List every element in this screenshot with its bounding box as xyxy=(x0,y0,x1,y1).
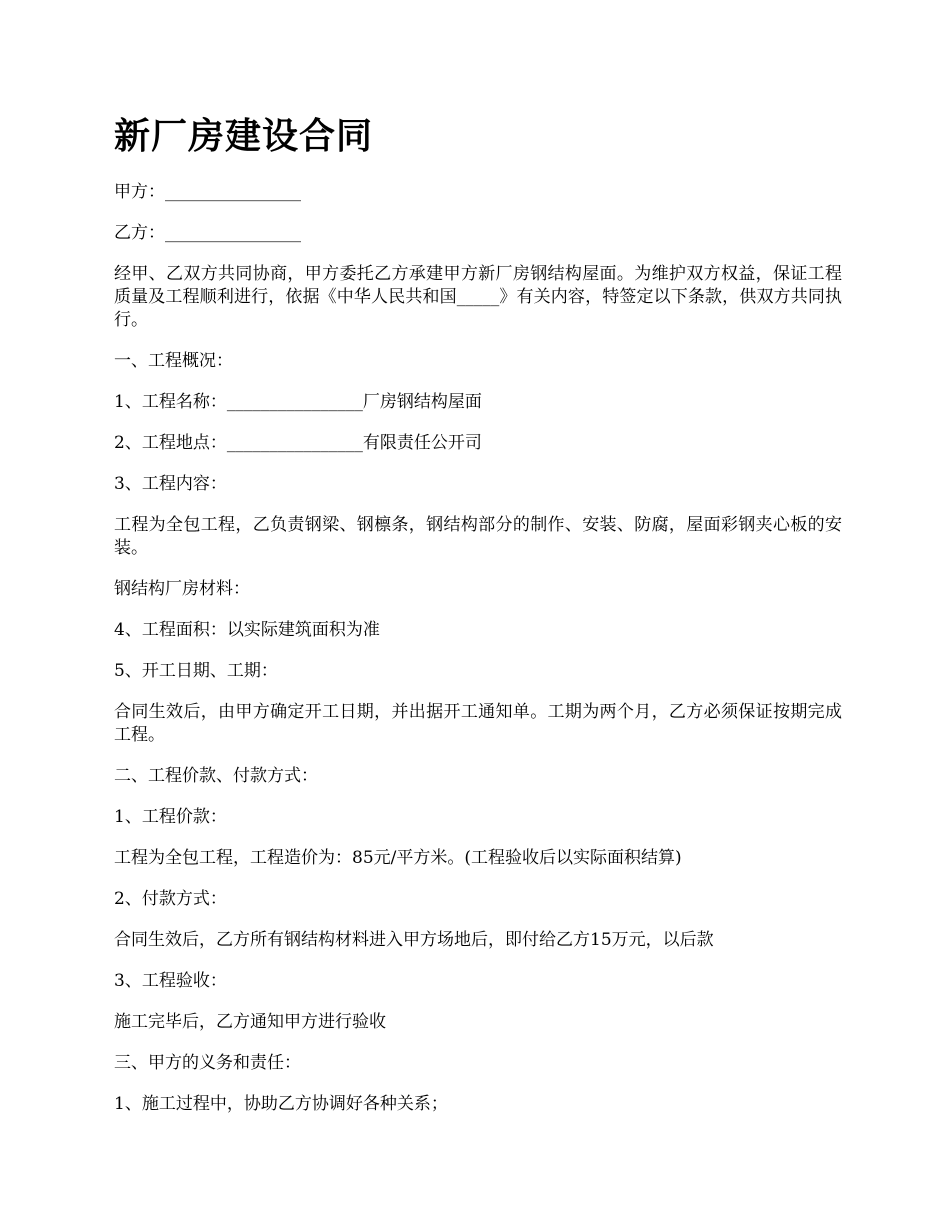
acceptance-paragraph: 施工完毕后，乙方通知甲方进行验收 xyxy=(114,1012,386,1032)
preamble-paragraph: 经甲、乙双方共同协商，甲方委托乙方承建甲方新厂房钢结构屋面。为维护双方权益，保证工程质量及工程顺利进行，依据《中华人民共和国_____》有关内容，特签定以下条款，供双方共同执行。 xyxy=(114,264,842,330)
section-heading-overview: 一、工程概况： xyxy=(114,351,233,371)
clause-start-date-heading: 5、开工日期、工期： xyxy=(114,661,278,681)
clause-payment-heading: 2、付款方式： xyxy=(114,889,227,909)
clause-acceptance-heading: 3、工程验收： xyxy=(114,971,227,991)
section-heading-party-a-duties: 三、甲方的义务和责任： xyxy=(114,1053,301,1073)
party-b-line: 乙方：________________ xyxy=(114,223,301,243)
payment-paragraph: 合同生效后，乙方所有钢结构材料进入甲方场地后，即付给乙方15万元，以后款 xyxy=(114,930,714,950)
document-page xyxy=(114,112,842,1134)
clause-project-area: 4、工程面积：以实际建筑面积为准 xyxy=(114,620,380,640)
party-a-duty-1: 1、施工过程中，协助乙方协调好各种关系； xyxy=(114,1094,448,1114)
start-date-paragraph: 合同生效后，由甲方确定开工日期，并出据开工通知单。工期为两个月，乙方必须保证按期完成工程。 xyxy=(114,702,842,745)
clause-price-heading: 1、工程价款： xyxy=(114,807,227,827)
project-content-paragraph: 工程为全包工程，乙负责钢梁、钢檩条，钢结构部分的制作、安装、防腐，屋面彩钢夹心板的安装。 xyxy=(114,515,842,558)
clause-project-location: 2、工程地点：________________有限责任公开司 xyxy=(114,433,482,453)
clause-project-name: 1、工程名称：________________厂房钢结构屋面 xyxy=(114,392,482,412)
section-heading-price-payment: 二、工程价款、付款方式： xyxy=(114,766,318,786)
price-paragraph: 工程为全包工程，工程造价为：85元/平方米。(工程验收后以实际面积结算) xyxy=(114,848,682,868)
document-title: 新厂房建设合同 xyxy=(114,115,374,157)
clause-project-content-heading: 3、工程内容： xyxy=(114,474,227,494)
steel-materials-heading: 钢结构厂房材料： xyxy=(114,579,250,599)
party-a-line: 甲方：________________ xyxy=(114,182,301,202)
